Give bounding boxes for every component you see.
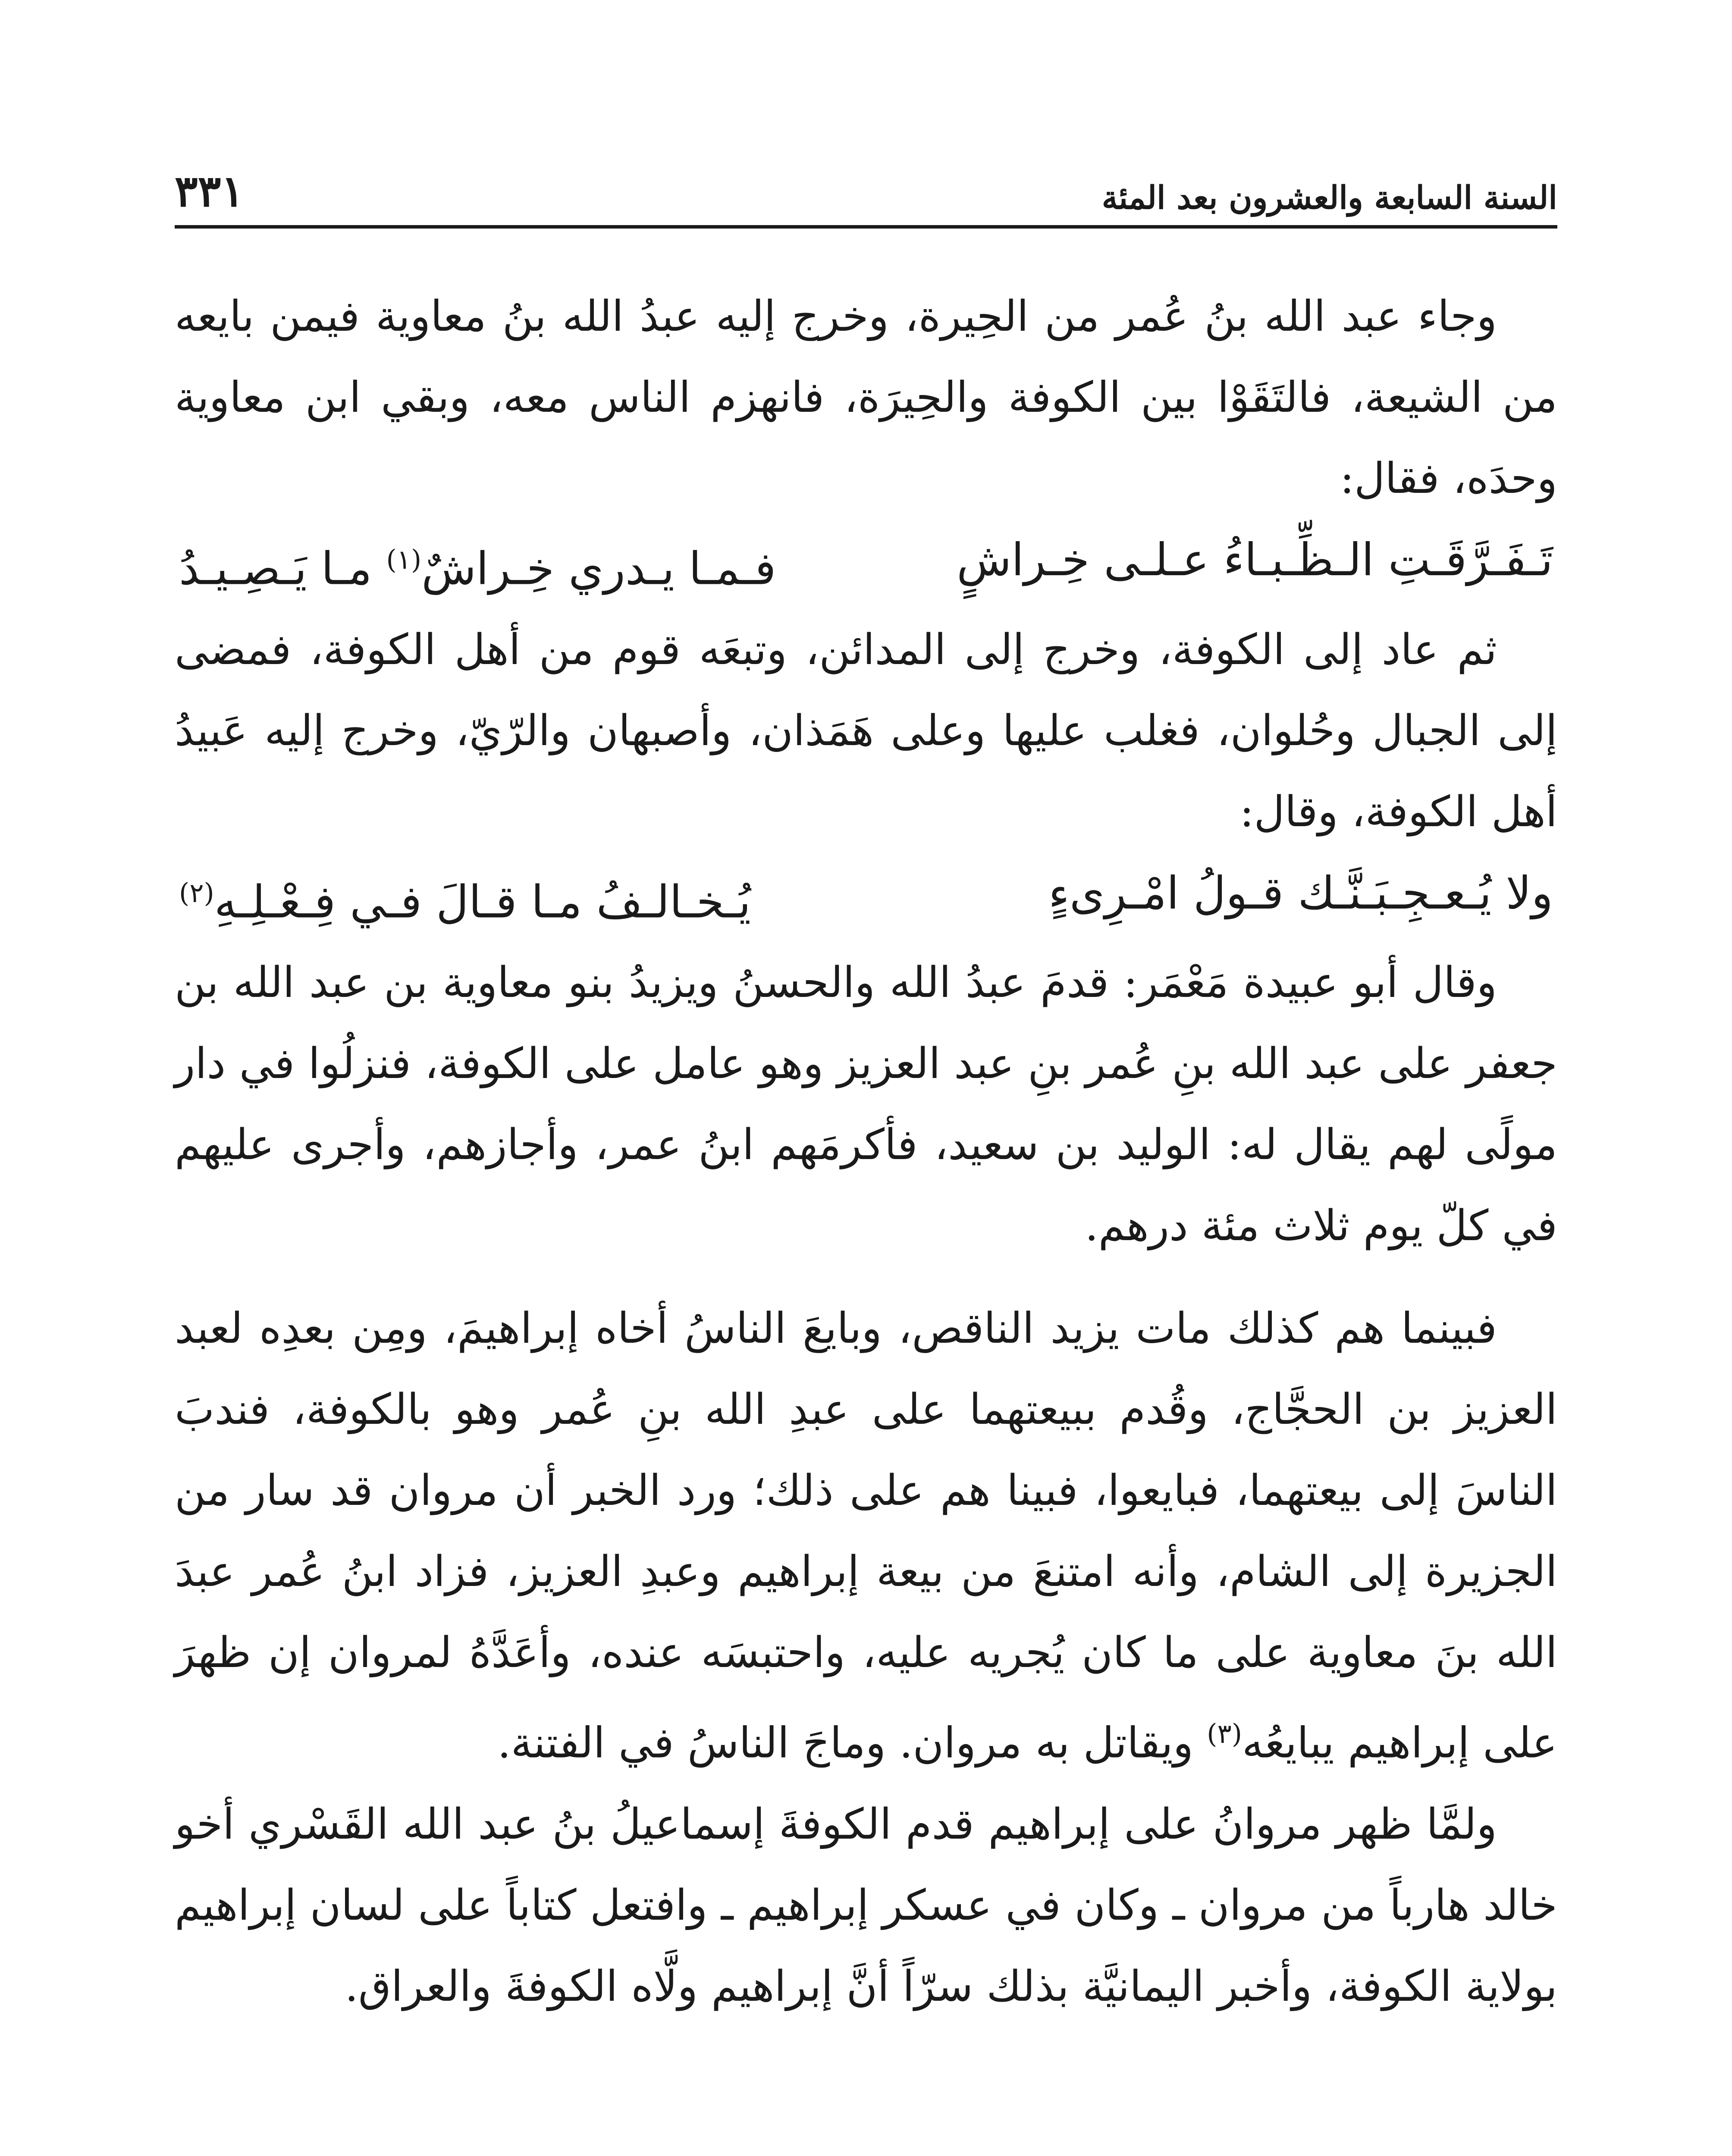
poem-verse xyxy=(175,519,1557,609)
verse-hemistich-part: يُـخـالـفُ مـا قـالَ فـي فِـعْـلِـهِ xyxy=(214,875,751,928)
running-title: السنة السابعة والعشرون بعد المئة xyxy=(1101,179,1557,216)
paragraph-text: فبينما هم كذلك مات يزيد الناقص، وبايعَ الناسُ أخاه إبراهيمَ، ومِن بعدِه لعبد العزيز بن الحجَّاج، وقُدم ببيعتهما على عبدِ الله بنِ عُمر وهو بالكوفة، فندبَ الناسَ إلى بيعتهما، فبايعوا، فبينا هم على ذلك؛ ورد الخبر أن مروان قد سار من الجزيرة إلى الشام، وأنه امتنعَ من بيعة إبراهيم وعبدِ العزيز، فزاد ابنُ عُمر عبدَ الله بنَ معاوية على ما كان يُجريه عليه، واحتبسَه عنده، وأعَدَّهُ لمروان إن ظهرَ على إبراهيم يبايعُه xyxy=(175,1304,1557,1768)
paragraph: ولمَّا ظهر مروانُ على إبراهيم قدم الكوفةَ إسماعيلُ بنُ عبد الله القَسْري أخو خالد هارباً من مروان ـ وكان في عسكر إبراهيم ـ وافتعل كتاباً على لسان إبراهيم بولاية الكوفة، وأخبر اليمانيَّة بذلك سرّاً أنَّ إبراهيم ولَّاه الكوفةَ والعراق. xyxy=(175,1799,1557,2011)
footnote-ref: (٣) xyxy=(1207,1718,1243,1750)
verse-hemistich: ولا يُـعـجِـبَـنَّـك قـولُ امْـرِىءٍ xyxy=(1048,866,1553,919)
poem-verse xyxy=(175,852,1557,943)
paragraph-text: ويقاتل به مروان. وماجَ الناسُ في الفتنة. xyxy=(497,1718,1194,1768)
paragraph: ثم عاد إلى الكوفة، وخرج إلى المدائن، وتبعَه قوم من أهل الكوفة، فمضى إلى الجبال وحُلوان، فغلب عليها وعلى هَمَذان، وأصبهان والرّيّ، وخرج إليه عَبيدُ أهل الكوفة، وقال: xyxy=(175,625,1557,837)
footnote-ref: (١) xyxy=(386,544,422,575)
paragraph xyxy=(175,1288,1557,1784)
page-number: ٣٣١ xyxy=(175,166,245,216)
verse-hemistich xyxy=(179,852,751,943)
verse-hemistich: تَـفَـرَّقَـتِ الـظِّـبـاءُ عـلـى خِـراشٍ xyxy=(957,533,1553,586)
paragraph: وجاء عبد الله بنُ عُمر من الحِيرة، وخرج إليه عبدُ الله بنُ معاوية فيمن بايعه من الشيعة، فالتَقَوْا بين الكوفة والحِيرَة، فانهزم الناس معه، وبقي ابن معاوية وحدَه، فقال: xyxy=(175,292,1557,503)
footnote-ref: (٢) xyxy=(179,877,214,909)
paragraph: وقال أبو عبيدة مَعْمَر: قدمَ عبدُ الله والحسنُ ويزيدُ بنو معاوية بن عبد الله بن جعفر على عبد الله بنِ عُمر بنِ عبد العزيز وهو عامل على الكوفة، فنزلُوا في دار مولًى لهم يقال له: الوليد بن سعيد، فأكرمَهم ابنُ عمر، وأجازهم، وأجرى عليهم في كلّ يوم ثلاث مئة درهم. xyxy=(175,958,1557,1251)
verse-hemistich-part: فـمـا يـدري خِـراشٌ xyxy=(421,542,776,595)
verse-hemistich xyxy=(179,519,776,609)
verse-hemistich-part: مـا يَـصِـيـدُ xyxy=(179,542,372,595)
main-text xyxy=(175,276,1557,2027)
page-header xyxy=(175,142,1557,229)
